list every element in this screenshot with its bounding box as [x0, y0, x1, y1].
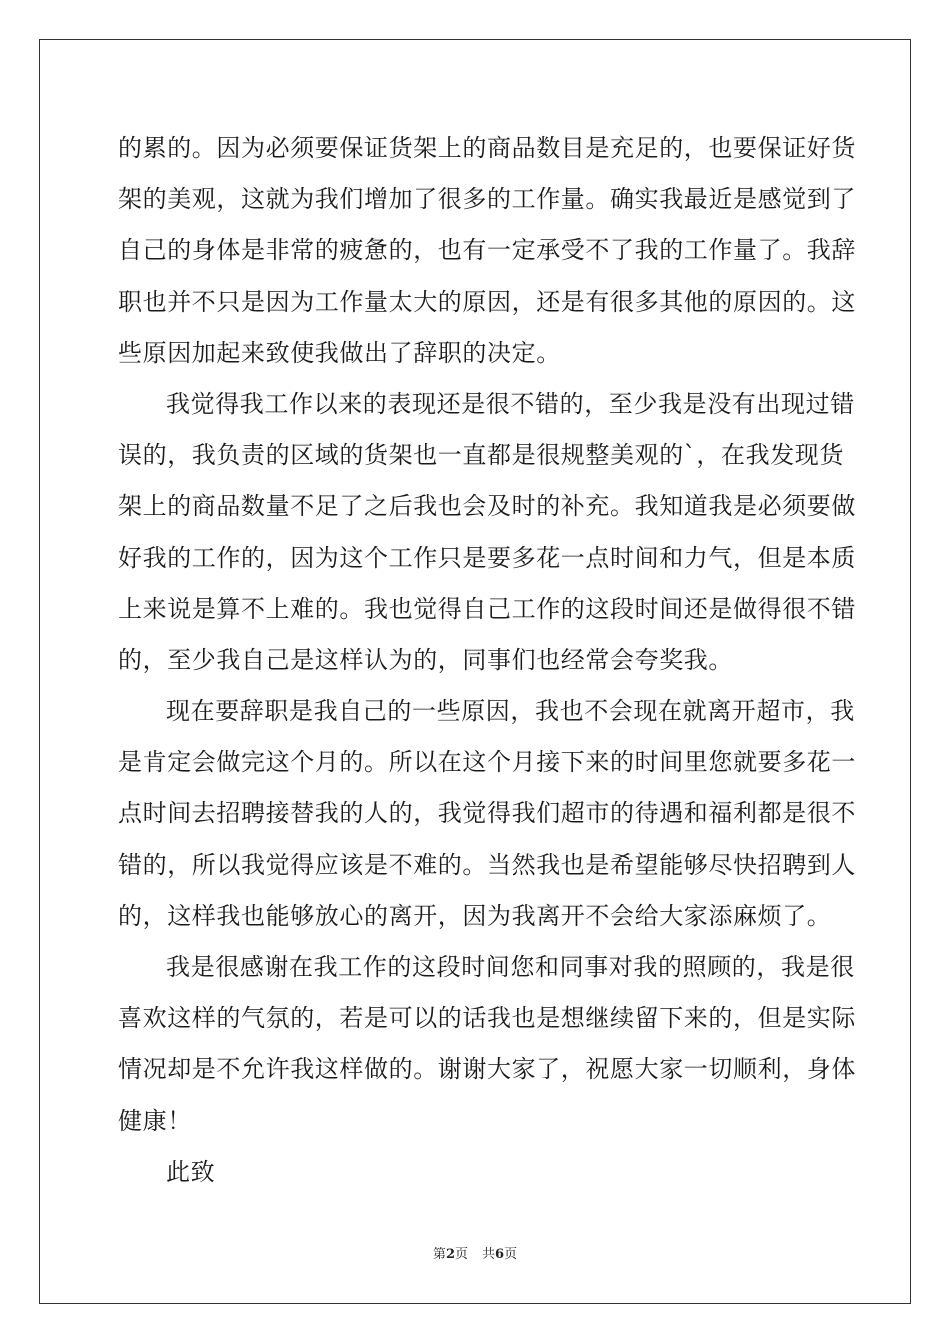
total-pages: 6	[495, 1247, 505, 1262]
text-line: 架的美观，这就为我们增加了很多的工作量。确实我最近是感觉到了	[118, 185, 856, 214]
text-line: 好我的工作的，因为这个工作只是要多花一点时间和力气，但是本质	[118, 543, 856, 572]
document-body	[118, 123, 856, 1198]
text-line: 上来说是算不上难的。我也觉得自己工作的这段时间还是做得很不错	[118, 594, 856, 623]
text-line: 我觉得我工作以来的表现还是很不错的，至少我是没有出现过错	[166, 389, 855, 418]
page-prefix: 第	[432, 1247, 446, 1262]
text-line: 的累的。因为必须要保证货架上的商品数目是充足的，也要保证好货	[118, 134, 856, 162]
text-line: 健康！	[118, 1106, 192, 1135]
page-suffix: 页	[454, 1247, 468, 1262]
text-line: 现在要辞职是我自己的一些原因，我也不会现在就离开超市，我	[166, 697, 855, 726]
text-line: 自己的身体是非常的疲惫的，也有一定承受不了我的工作量了。我辞	[118, 236, 856, 265]
text-line: 情况却是不允许我这样做的。谢谢大家了，祝愿大家一切顺利，身体	[118, 1055, 856, 1084]
text-line: 此致	[166, 1157, 216, 1186]
text-line: 架上的商品数量不足了之后我也会及时的补充。我知道我是必须要做	[118, 492, 856, 521]
total-prefix: 共	[482, 1247, 496, 1262]
text-line: 职也并不只是因为工作量太大的原因，还是有很多其他的原因的。这	[118, 287, 856, 316]
text-line: 误的，我负责的区域的货架也一直都是很规整美观的`，在我发现货	[118, 441, 844, 470]
text-line: 点时间去招聘接替我的人的，我觉得我们超市的待遇和福利都是很不	[118, 799, 856, 828]
page-number: 2	[445, 1247, 455, 1262]
text-line: 的，至少我自己是这样认为的，同事们也经常会夸奖我。	[118, 645, 733, 674]
text-line: 喜欢这样的气氛的，若是可以的话我也是想继续留下来的，但是实际	[118, 1004, 856, 1033]
page-footer	[0, 1246, 950, 1264]
text-line: 是肯定会做完这个月的。所以在这个月接下来的时间里您就要多花一	[118, 748, 856, 777]
total-suffix: 页	[504, 1247, 518, 1262]
text-line: 些原因加起来致使我做出了辞职的决定。	[118, 338, 561, 367]
text-line: 我是很感谢在我工作的这段时间您和同事对我的照顾的，我是很	[166, 953, 855, 981]
text-line: 的，这样我也能够放心的离开，因为我离开不会给大家添麻烦了。	[118, 901, 832, 930]
text-line: 错的，所以我觉得应该是不难的。当然我也是希望能够尽快招聘到人	[118, 850, 856, 879]
